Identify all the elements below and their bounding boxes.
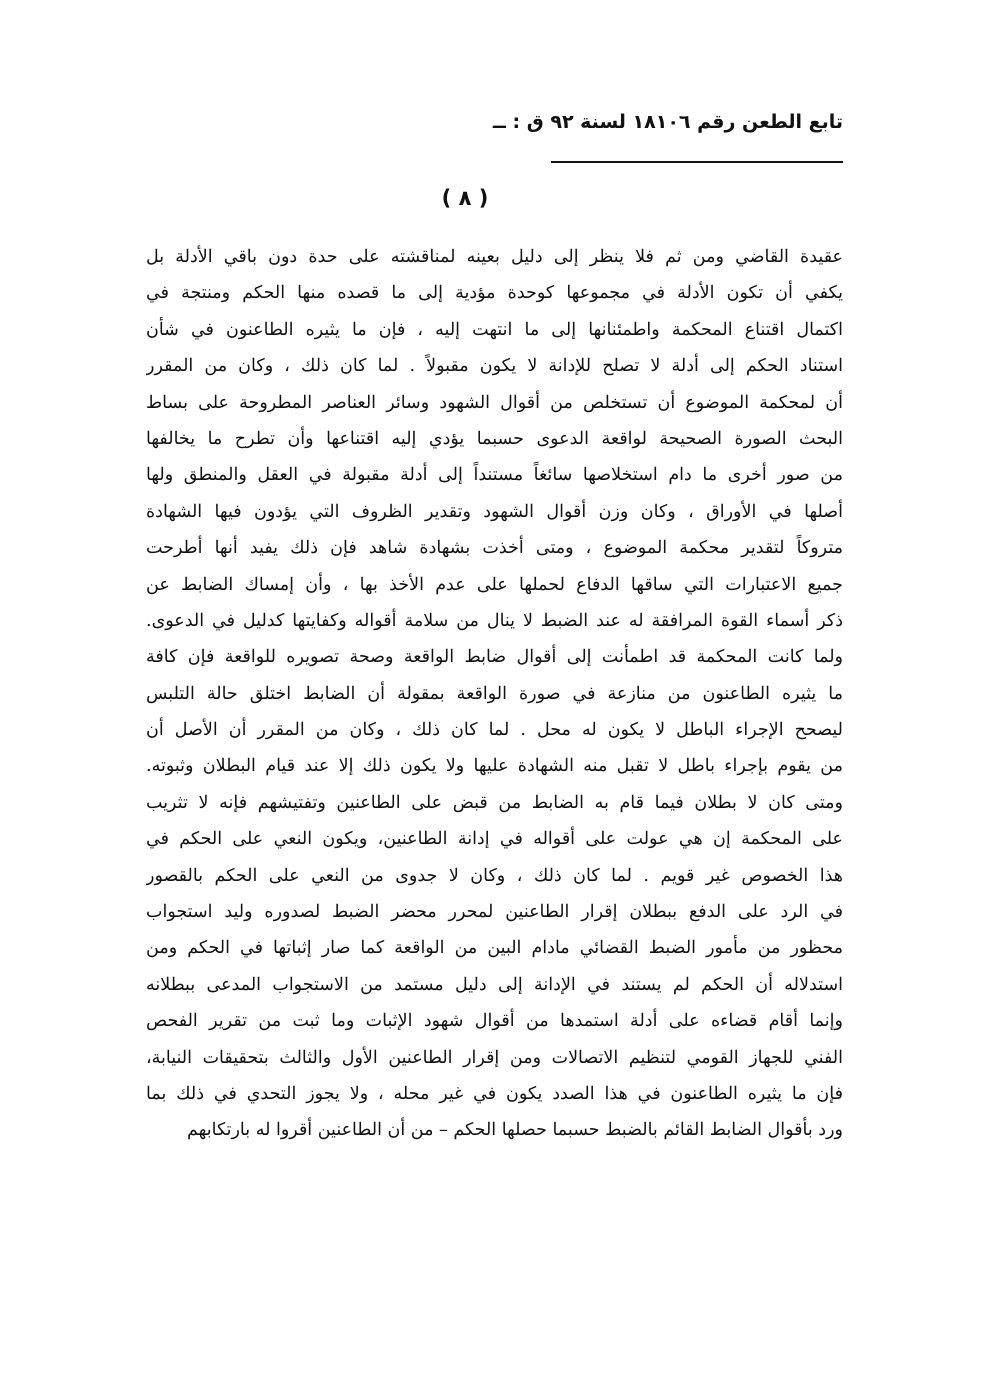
text-line: ليصحح الإجراء الباطل لا يكون له محل . لما كان ذلك ، وكان من المقرر أن الأصل أن xyxy=(146,720,843,741)
text-line: هذا الخصوص غير قويم . لما كان ذلك ، وكان لا جدوى من النعي على الحكم بالقصور xyxy=(146,865,843,886)
page-number: ( ٨ ) xyxy=(441,186,489,210)
text-line: وإنما أقام قضاءه على أدلة استمدها من أقوال شهود الإثبات وما ثبت من تقرير الفحص xyxy=(146,1011,843,1032)
text-line: جميع الاعتبارات التي ساقها الدفاع لحملها على عدم الأخذ بها ، وأن إمساك الضابط عن xyxy=(146,574,843,595)
case-header: تابع الطعن رقم ١٨١٠٦ لسنة ٩٢ ق : ــ xyxy=(492,111,843,133)
text-line: استناد الحكم إلى أدلة لا تصلح للإدانة لا يكون مقبولاً . لما كان ذلك ، وكان من المقرر xyxy=(146,356,843,377)
text-line: متروكاً لتقدير محكمة الموضوع ، ومتى أخذت بشهادة شاهد فإن ذلك يفيد أنها أطرحت xyxy=(146,538,843,559)
text-line: ورد بأقوال الضابط القائم بالضبط حسبما حصلها الحكم – من أن الطاعنين أقروا له بارتكابهم xyxy=(187,1120,843,1141)
text-line: يكفي أن تكون الأدلة في مجموعها كوحدة مؤدية إلى ما قصده منها الحكم ومنتجة في xyxy=(146,283,843,304)
text-line: أصلها في الأوراق ، وكان وزن أقوال الشهود وتقدير الظروف التي يؤدون فيها الشهادة xyxy=(146,501,843,522)
text-line: من صور أخرى ما دام استخلاصها سائغاً مستنداً إلى أدلة مقبولة في العقل والمنطق ولها xyxy=(146,465,843,486)
text-line: أن لمحكمة الموضوع أن تستخلص من أقوال الشهود وسائر العناصر المطروحة على بساط xyxy=(146,392,843,413)
text-line: ما يثيره الطاعنون من منازعة في صورة الواقعة بمقولة أن الضابط اختلق حالة التلبس xyxy=(146,683,843,704)
text-line: ولما كانت المحكمة قد اطمأنت إلى أقوال ضابط الواقعة وصحة تصويره للواقعة فإن كافة xyxy=(146,647,843,668)
text-line: على المحكمة إن هي عولت على أقواله في إدانة الطاعنين، ويكون النعي على الحكم في xyxy=(146,829,843,850)
text-line: ذكر أسماء القوة المرافقة له عند الضبط لا ينال من سلامة أقواله وكفايتها كدليل في الدعوى. xyxy=(146,610,843,631)
text-line: ومتى كان لا بطلان فيما قام به الضابط من قبض على الطاعنين وتفتيشهم فإنه لا تثريب xyxy=(146,792,843,813)
text-line: في الرد على الدفع ببطلان إقرار الطاعنين لمحرر محضر الضبط لصدوره وليد استجواب xyxy=(146,902,843,923)
text-line: من يقوم بإجراء باطل لا تقبل منه الشهادة عليها ولا يكون ذلك إلا عند قيام البطلان وثبوته. xyxy=(146,756,843,777)
text-line: محظور من مأمور الضبط القضائي مادام البين من الواقعة كما صار إثباتها في الحكم ومن xyxy=(146,938,843,959)
header-underline xyxy=(551,161,843,163)
text-line: اكتمال اقتناع المحكمة واطمئنانها إلى ما انتهت إليه ، فإن ما يثيره الطاعنون في شأن xyxy=(146,319,843,340)
text-line: الفني للجهاز القومي لتنظيم الاتصالات ومن إقرار الطاعنين الأول والثالث بتحقيقات النيابة، xyxy=(146,1047,843,1068)
text-line: البحث الصورة الصحيحة لواقعة الدعوى حسبما يؤدي إليه اقتناعها وأن تطرح ما يخالفها xyxy=(146,428,843,449)
text-line: استدلاله أن الحكم لم يستند في الإدانة إلى دليل مستمد من الاستجواب المدعى ببطلانه xyxy=(146,974,843,995)
judgment-body xyxy=(146,239,843,1149)
text-line: عقيدة القاضي ومن ثم فلا ينظر إلى دليل بعينه لمناقشته على حدة دون باقي الأدلة بل xyxy=(146,247,843,267)
text-line: فإن ما يثيره الطاعنون في هذا الصدد يكون في غير محله ، ولا يجوز التحدي في ذلك بما xyxy=(146,1083,843,1104)
